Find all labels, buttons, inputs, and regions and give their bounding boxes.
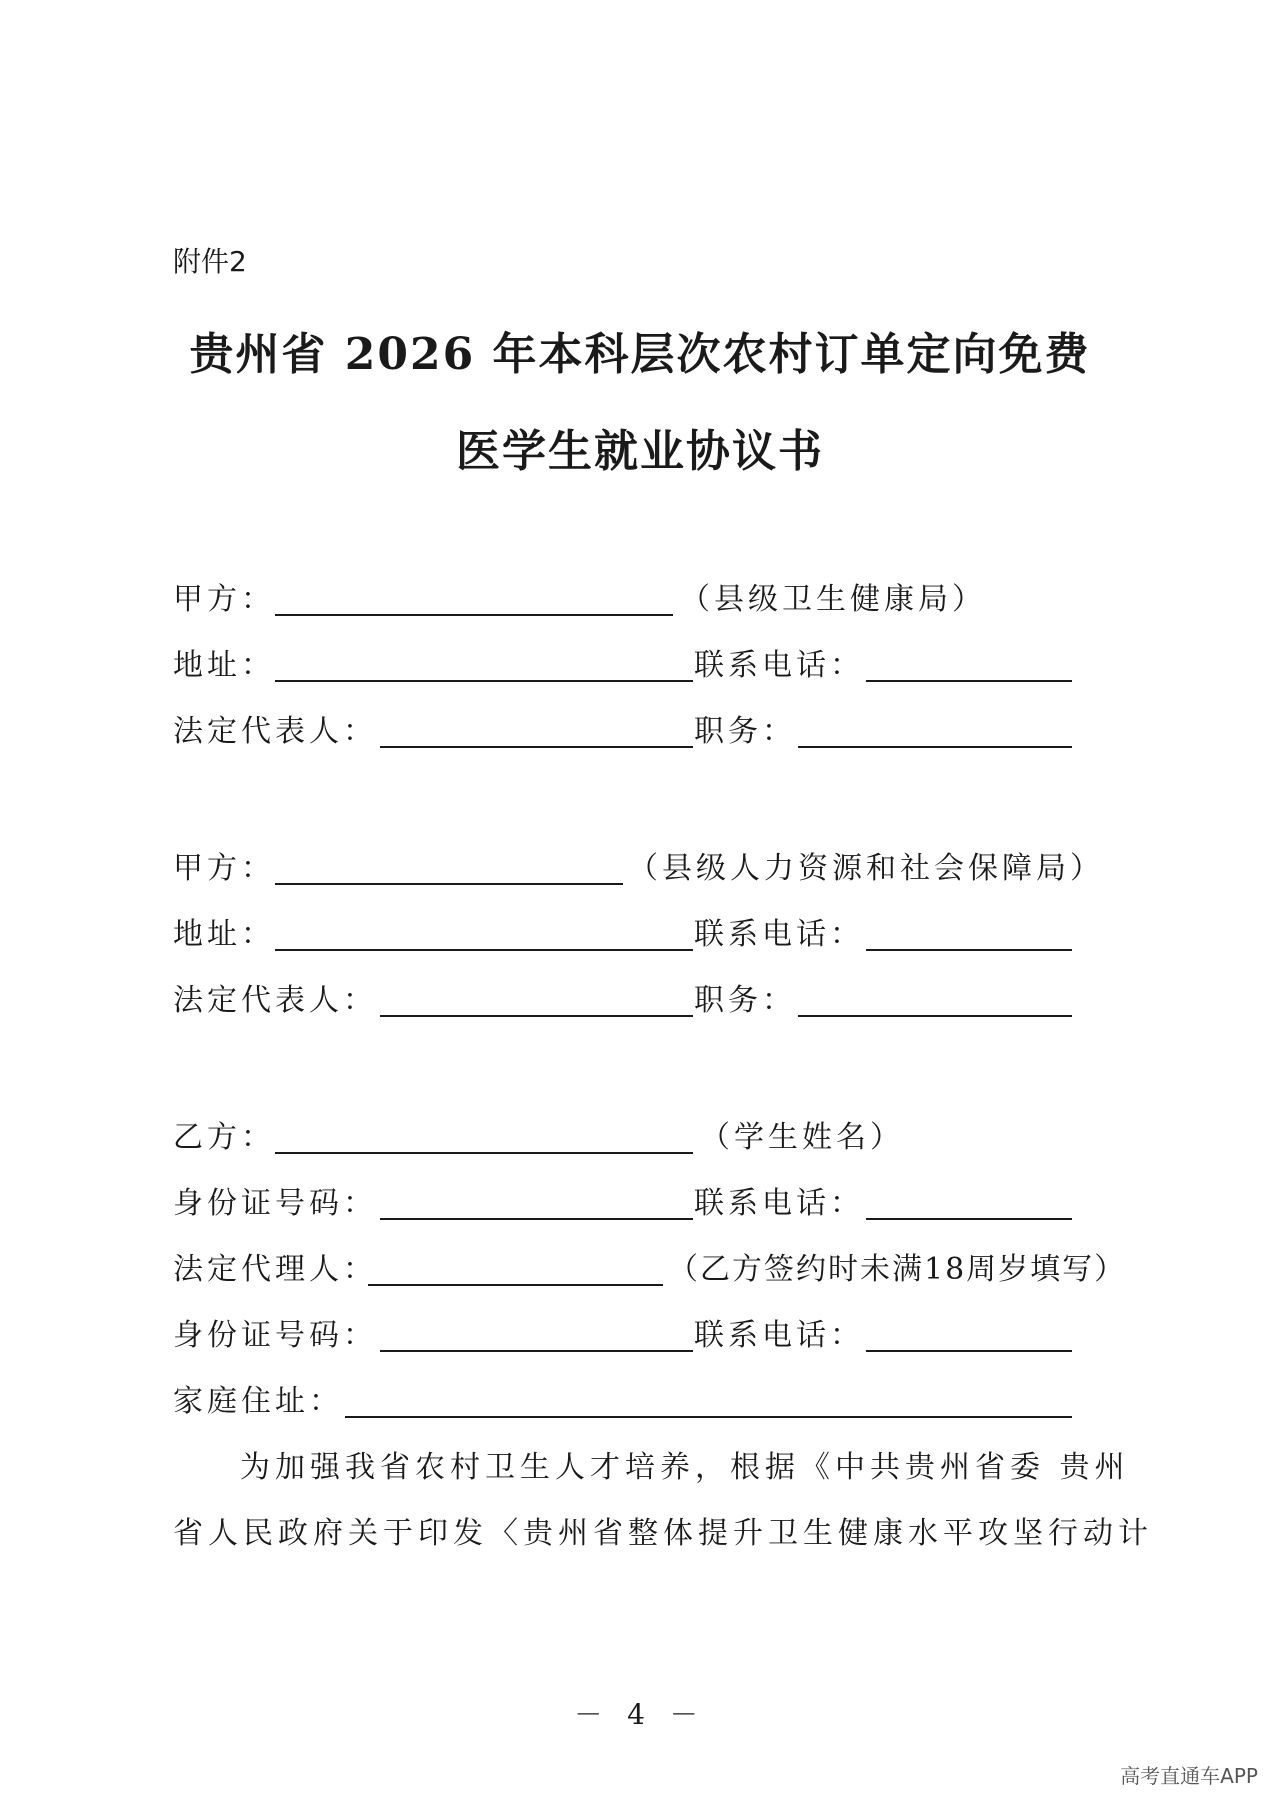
party-a1-name-field[interactable] xyxy=(275,614,673,616)
party-a1-rep-field[interactable] xyxy=(380,746,693,748)
guardian-phone-label: 联系电话： xyxy=(694,1318,864,1353)
guardian-name-field[interactable] xyxy=(368,1284,663,1286)
body-paragraph-line-1: 为加强我省农村卫生人才培养，根据《中共贵州省委 贵州 xyxy=(240,1450,1130,1485)
party-a1-phone-field[interactable] xyxy=(866,680,1072,682)
party-b-phone-label: 联系电话： xyxy=(694,1186,864,1221)
watermark: 高考直通车APP xyxy=(1120,1764,1258,1788)
party-b-id-field[interactable] xyxy=(380,1218,693,1220)
party-a2-note: （县级人力资源和社会保障局） xyxy=(628,851,1104,886)
guardian-id-label: 身份证号码： xyxy=(173,1318,377,1353)
party-a2-position-label: 职务： xyxy=(694,983,796,1018)
party-a2-phone-label: 联系电话： xyxy=(694,917,864,952)
party-a1-label: 甲方： xyxy=(173,582,275,617)
party-a2-rep-field[interactable] xyxy=(380,1015,693,1017)
document-title-line-2: 医学生就业协议书 xyxy=(456,426,824,477)
guardian-label: 法定代理人： xyxy=(173,1252,377,1287)
party-b-note: （学生姓名） xyxy=(700,1120,904,1155)
party-a2-phone-field[interactable] xyxy=(866,949,1072,951)
party-b-label: 乙方： xyxy=(173,1120,275,1155)
party-a1-address-field[interactable] xyxy=(275,680,693,682)
party-a2-position-field[interactable] xyxy=(798,1015,1072,1017)
party-a2-rep-label: 法定代表人： xyxy=(173,983,377,1018)
party-a1-position-field[interactable] xyxy=(798,746,1072,748)
party-a2-label: 甲方： xyxy=(173,851,275,886)
party-b-name-field[interactable] xyxy=(275,1152,693,1154)
attachment-label: 附件2 xyxy=(173,245,247,278)
party-b-phone-field[interactable] xyxy=(866,1218,1072,1220)
document-title-line-1: 贵州省 2026 年本科层次农村订单定向免费 xyxy=(189,329,1091,380)
party-a2-name-field[interactable] xyxy=(275,883,623,885)
guardian-phone-field[interactable] xyxy=(866,1350,1072,1352)
guardian-id-field[interactable] xyxy=(380,1350,693,1352)
body-paragraph-line-2: 省人民政府关于印发〈贵州省整体提升卫生健康水平攻坚行动计 xyxy=(173,1516,1153,1551)
party-a1-phone-label: 联系电话： xyxy=(694,648,864,683)
party-a1-position-label: 职务： xyxy=(694,714,796,749)
party-a1-rep-label: 法定代表人： xyxy=(173,714,377,749)
guardian-note: （乙方签约时未满18周岁填写） xyxy=(668,1252,1127,1287)
party-a1-address-label: 地址： xyxy=(173,648,275,683)
party-b-id-label: 身份证号码： xyxy=(173,1186,377,1221)
party-a1-note: （县级卫生健康局） xyxy=(680,582,986,617)
party-a2-address-label: 地址： xyxy=(173,917,275,952)
home-address-field[interactable] xyxy=(345,1416,1072,1418)
home-address-label: 家庭住址： xyxy=(173,1384,343,1419)
page-number: － 4 － xyxy=(574,1698,706,1731)
party-a2-address-field[interactable] xyxy=(275,949,693,951)
